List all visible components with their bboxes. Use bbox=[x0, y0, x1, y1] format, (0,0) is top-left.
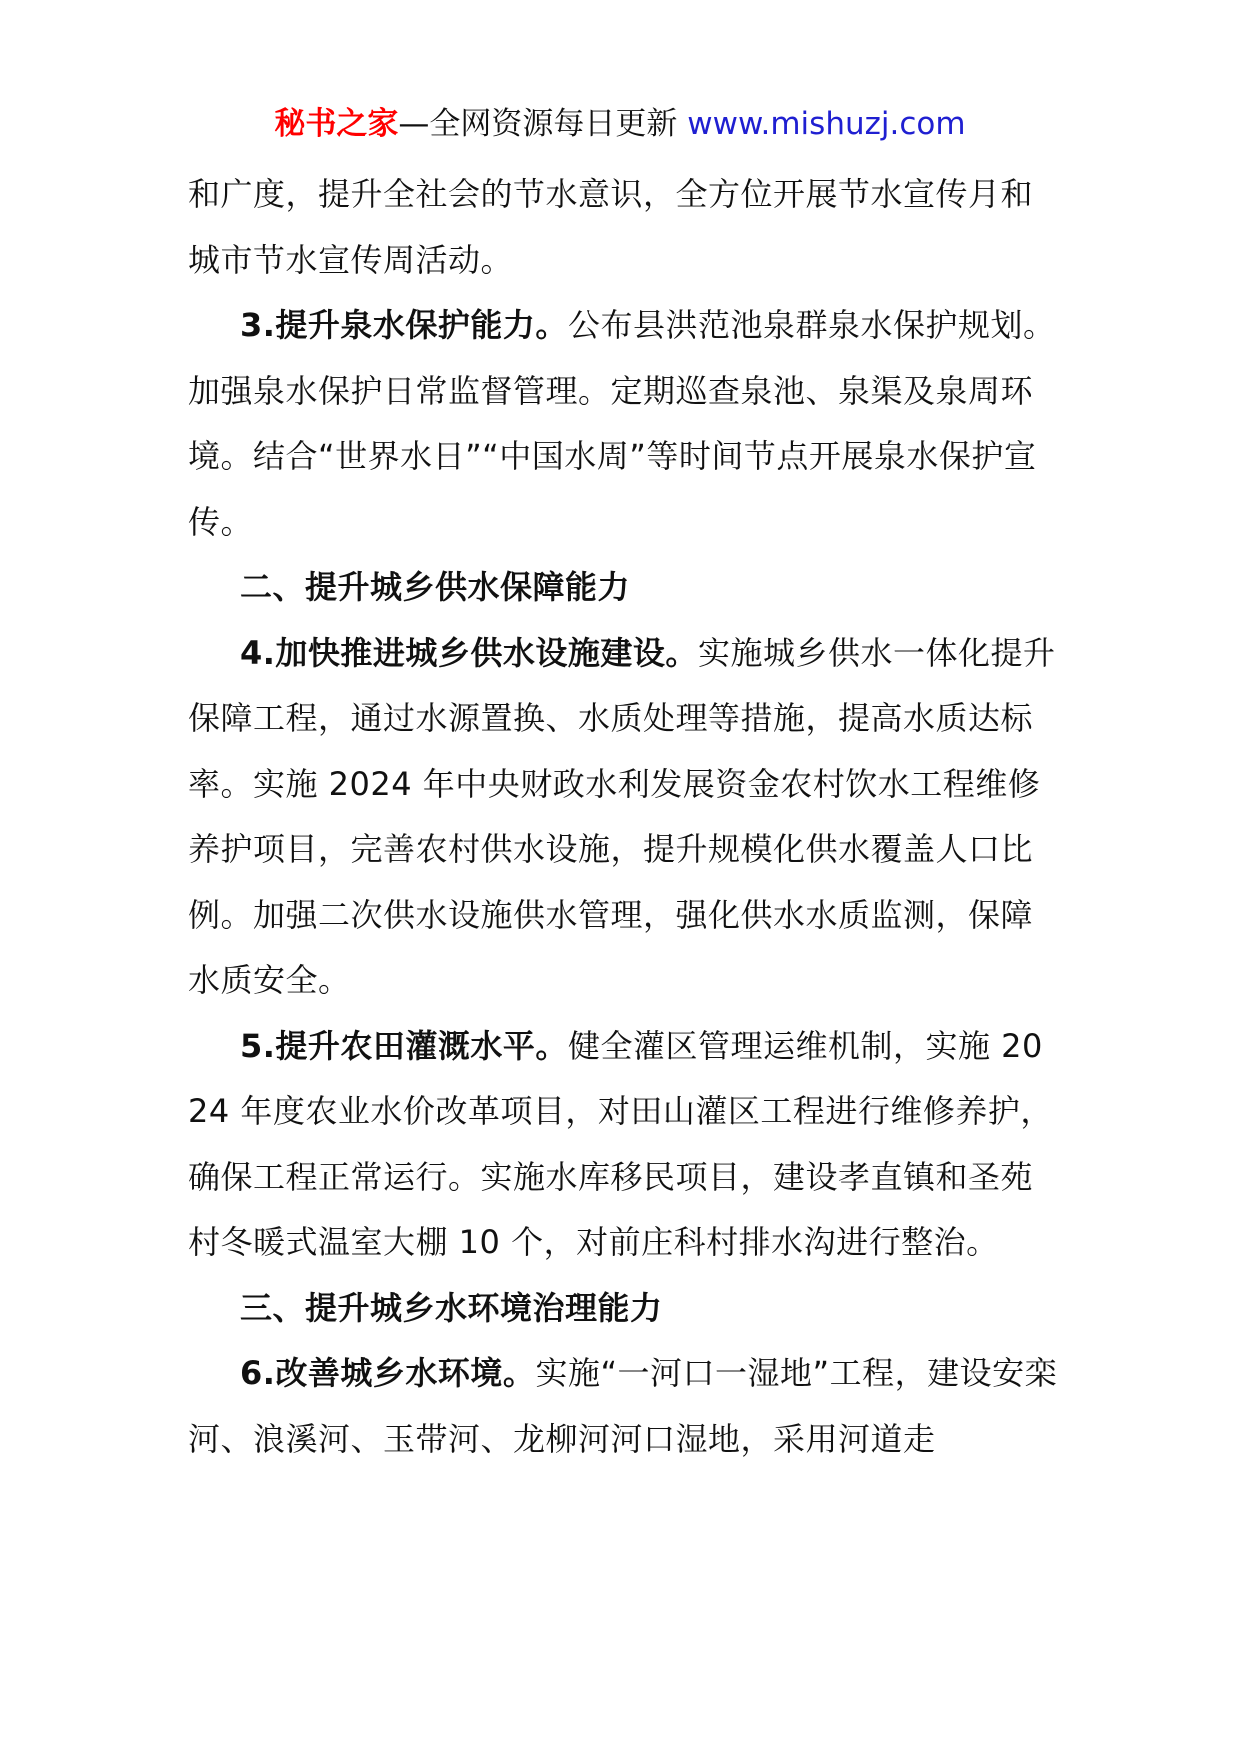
document-body bbox=[188, 162, 1062, 1472]
item-5-text: 健全灌区管理运维机制，实施 2024 年度农业水价改革项目，对田山灌区工程进行维修养护，确保工程正常运行。实施水库移民项目，建设孝直镇和圣苑村冬暖式温室大棚 10 个，对前庄科村排水沟进行整治。 bbox=[188, 1026, 1053, 1261]
item-3-text: 公布县洪范池泉群泉水保护规划。加强泉水保护日常监督管理。定期巡查泉池、泉渠及泉周环境。结合“世界水日”“中国水周”等时间节点开展泉水保护宣传。 bbox=[188, 306, 1056, 541]
section-heading-2: 二、提升城乡供水保障能力 bbox=[240, 568, 631, 606]
item-4-lead: 4.加快推进城乡供水设施建设。 bbox=[240, 633, 698, 672]
item-5-lead: 5.提升农田灌溉水平。 bbox=[240, 1026, 568, 1065]
paragraph-item-3 bbox=[188, 293, 1062, 555]
brand-name: 秘书之家 bbox=[274, 106, 399, 142]
item-4-text: 实施城乡供水一体化提升保障工程，通过水源置换、水质处理等措施，提高水质达标率。实施 2024 年中央财政水利发展资金农村饮水工程维修养护项目，完善农村供水设施，提升规模化供水覆盖人口比例。加强二次供水设施供水管理，强化供水水质监测，保障水质安全。 bbox=[188, 633, 1056, 999]
item-6-lead: 6.改善城乡水环境。 bbox=[240, 1354, 536, 1392]
paragraph-item-6 bbox=[188, 1341, 1062, 1472]
section-heading-3: 三、提升城乡水环境治理能力 bbox=[240, 1288, 663, 1327]
item-3-lead: 3.提升泉水保护能力。 bbox=[240, 306, 568, 344]
site-url-link[interactable]: www.mishuzj.com bbox=[687, 106, 966, 142]
page-header bbox=[0, 102, 1240, 146]
item-6-text: 实施“一河口一湿地”工程，建设安栾河、浪溪河、玉带河、龙柳河河口湿地，采用河道走 bbox=[188, 1354, 1058, 1458]
paragraph-item-5 bbox=[188, 1014, 1062, 1276]
paragraph-item-4 bbox=[188, 621, 1062, 1014]
paragraph-continuation: 和广度，提升全社会的节水意识，全方位开展节水宣传月和城市节水宣传周活动。 bbox=[188, 175, 1034, 279]
header-tagline: —全网资源每日更新 bbox=[398, 106, 678, 142]
